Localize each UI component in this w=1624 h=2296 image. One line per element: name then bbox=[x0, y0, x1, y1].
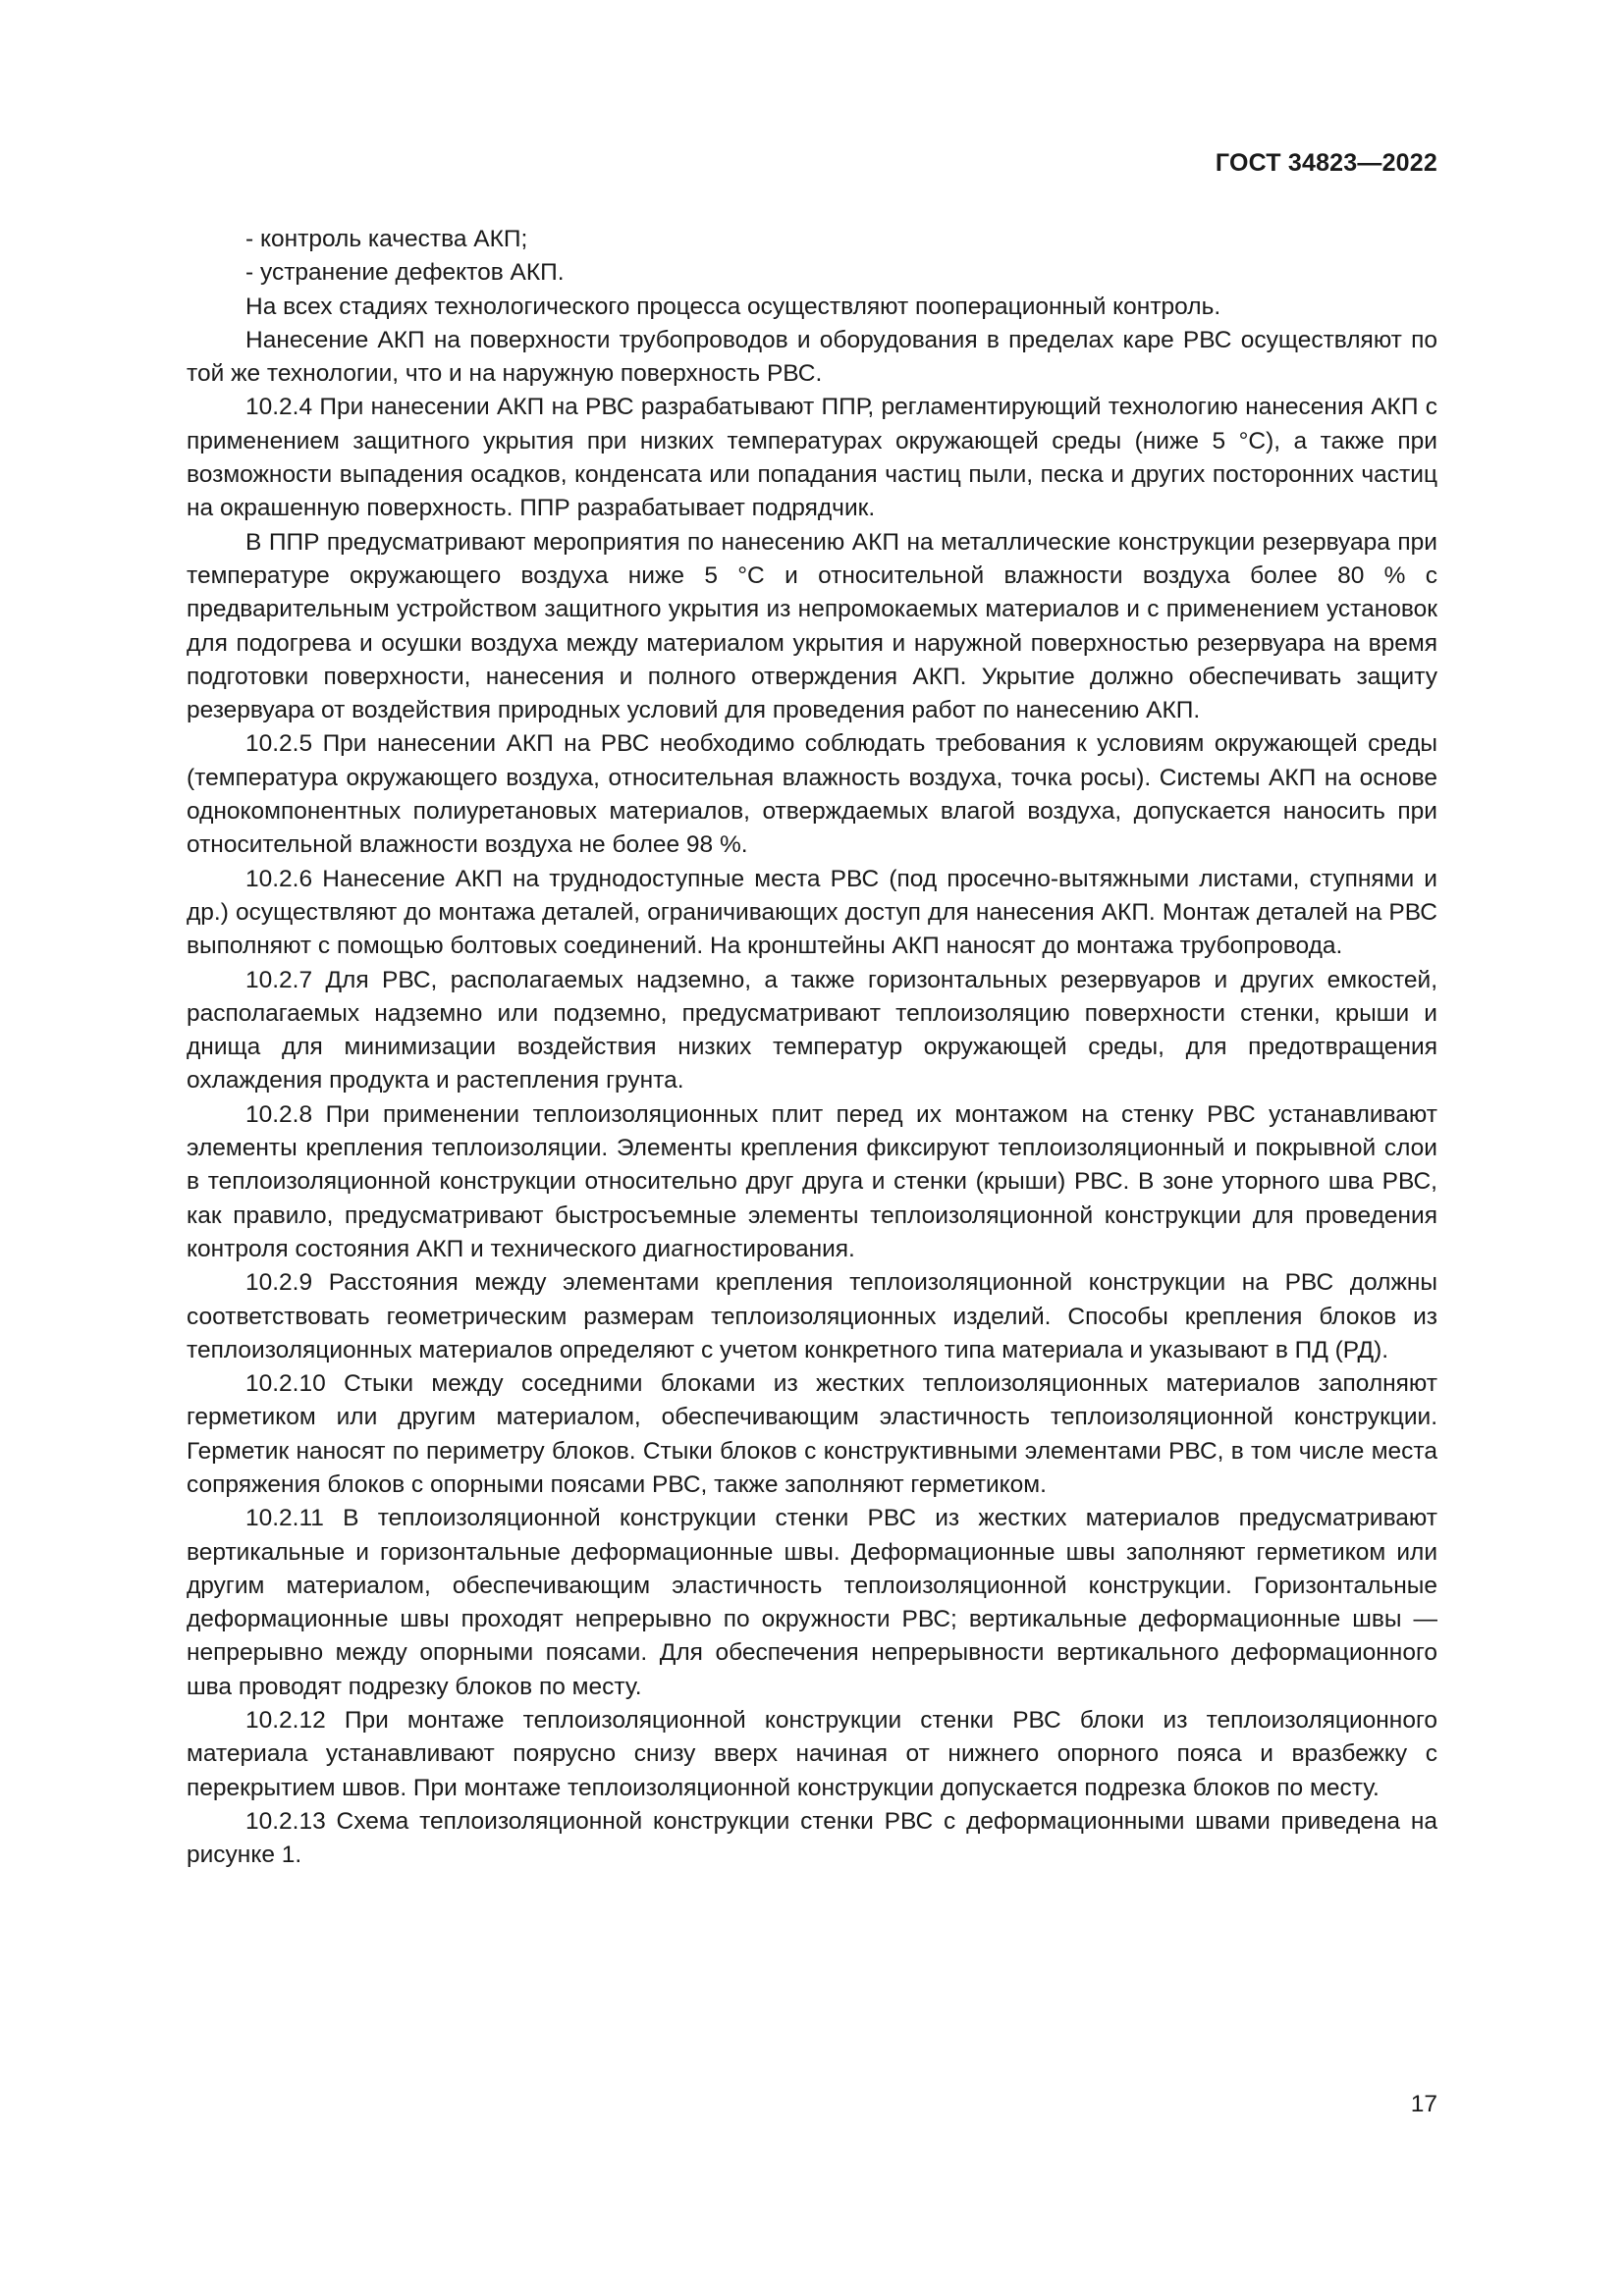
paragraph: 10.2.4 При нанесении АКП на РВС разрабатывают ППР, регламентирующий технологию нанесения АКП с применением защитного укрытия при низких температурах окружающей среды (ниже 5 °С), а также при возможности выпадения осадков, конденсата или попадания частиц пыли, песка и других посторонних частиц на окрашенную поверхность. ППР разрабатывает подрядчик. bbox=[187, 394, 1437, 522]
paragraph: 10.2.13 Схема теплоизоляционной конструкции стенки РВС с деформационными швами приведена на рисунке 1. bbox=[187, 1807, 1437, 1869]
paragraph: 10.2.5 При нанесении АКП на РВС необходимо соблюдать требования к условиям окружающей среды (температура окружающего воздуха, относительная влажность воздуха, точка росы). Системы АКП на основе однокомпонентных полиуретановых материалов, отверждаемых влагой воздуха, допускается наносить при относительной влажности воздуха не более 98 %. bbox=[187, 730, 1437, 859]
paragraph: Нанесение АКП на поверхности трубопроводов и оборудования в пределах каре РВС осуществляют по той же технологии, что и на наружную поверхность РВС. bbox=[187, 326, 1437, 388]
paragraph: 10.2.10 Стыки между соседними блоками из жестких теплоизоляционных материалов заполняют герметиком или другим материалом, обеспечивающим эластичность теплоизоляционной конструкции. Герметик наносят по периметру блоков. Стыки блоков с конструктивными элементами РВС, в том числе места сопряжения блоков с опорными поясами РВС, также заполняют герметиком. bbox=[187, 1370, 1437, 1498]
paragraph: В ППР предусматривают мероприятия по нанесению АКП на металлические конструкции резервуара при температуре окружающего воздуха ниже 5 °С и относительной влажности воздуха более 80 % с предварительным устройством защитного укрытия из непромокаемых материалов и с применением установок для подогрева и осушки воздуха между материалом укрытия и наружной поверхностью резервуара на время подготовки поверхности, нанесения и полного отверждения АКП. Укрытие должно обеспечивать защиту резервуара от воздействия природных условий для проведения работ по нанесению АКП. bbox=[187, 528, 1437, 724]
document-code-header: ГОСТ 34823—2022 bbox=[1215, 149, 1437, 177]
paragraph: 10.2.9 Расстояния между элементами крепления теплоизоляционной конструкции на РВС должны соответствовать геометрическим размерам теплоизоляционных изделий. Способы крепления блоков из теплоизоляционных материалов определяют с учетом конкретного типа материала и указывают в ПД (РД). bbox=[187, 1269, 1437, 1363]
paragraph: 10.2.12 При монтаже теплоизоляционной конструкции стенки РВС блоки из теплоизоляционного материала устанавливают поярусно снизу вверх начиная от нижнего опорного пояса и вразбежку с перекрытием швов. При монтаже теплоизоляционной конструкции допускается подрезка блоков по месту. bbox=[187, 1707, 1437, 1801]
paragraph: 10.2.6 Нанесение АКП на труднодоступные места РВС (под просечно-вытяжными листами, ступнями и др.) осуществляют до монтажа деталей, ограничивающих доступ для нанесения АКП. Монтаж деталей на РВС выполняют с помощью болтовых соединений. На кронштейны АКП наносят до монтажа трубопровода. bbox=[187, 865, 1437, 960]
paragraph: На всех стадиях технологического процесса осуществляют пооперационный контроль. bbox=[245, 293, 1221, 320]
document-body bbox=[187, 223, 1437, 1873]
list-item: - устранение дефектов АКП. bbox=[245, 259, 565, 287]
list-item: - контроль качества АКП; bbox=[245, 226, 528, 252]
page-number: 17 bbox=[1410, 2091, 1437, 2117]
paragraph: 10.2.11 В теплоизоляционной конструкции стенки РВС из жестких материалов предусматривают вертикальные и горизонтальные деформационные швы. Деформационные швы заполняют герметиком или другим материалом, обеспечивающим эластичность теплоизоляционной конструкции. Горизонтальные деформационные швы проходят непрерывно по окружности РВС; вертикальные деформационные швы — непрерывно между опорными поясами. Для обеспечения непрерывности вертикального деформационного шва проводят подрезку блоков по месту. bbox=[187, 1505, 1437, 1700]
paragraph: 10.2.8 При применении теплоизоляционных плит перед их монтажом на стенку РВС устанавливают элементы крепления теплоизоляции. Элементы крепления фиксируют теплоизоляционный и покрывной слои в теплоизоляционной конструкции относительно друг друга и стенки (крыши) РВС. В зоне уторного шва РВС, как правило, предусматривают быстросъемные элементы теплоизоляционной конструкции для проведения контроля состояния АКП и технического диагностирования. bbox=[187, 1100, 1437, 1262]
paragraph: 10.2.7 Для РВС, располагаемых надземно, а также горизонтальных резервуаров и других емкостей, располагаемых надземно или подземно, предусматривают теплоизоляцию поверхности стенки, крыши и днища для минимизации воздействия низких температур окружающей среды, для предотвращения охлаждения продукта и растепления грунта. bbox=[187, 966, 1437, 1095]
